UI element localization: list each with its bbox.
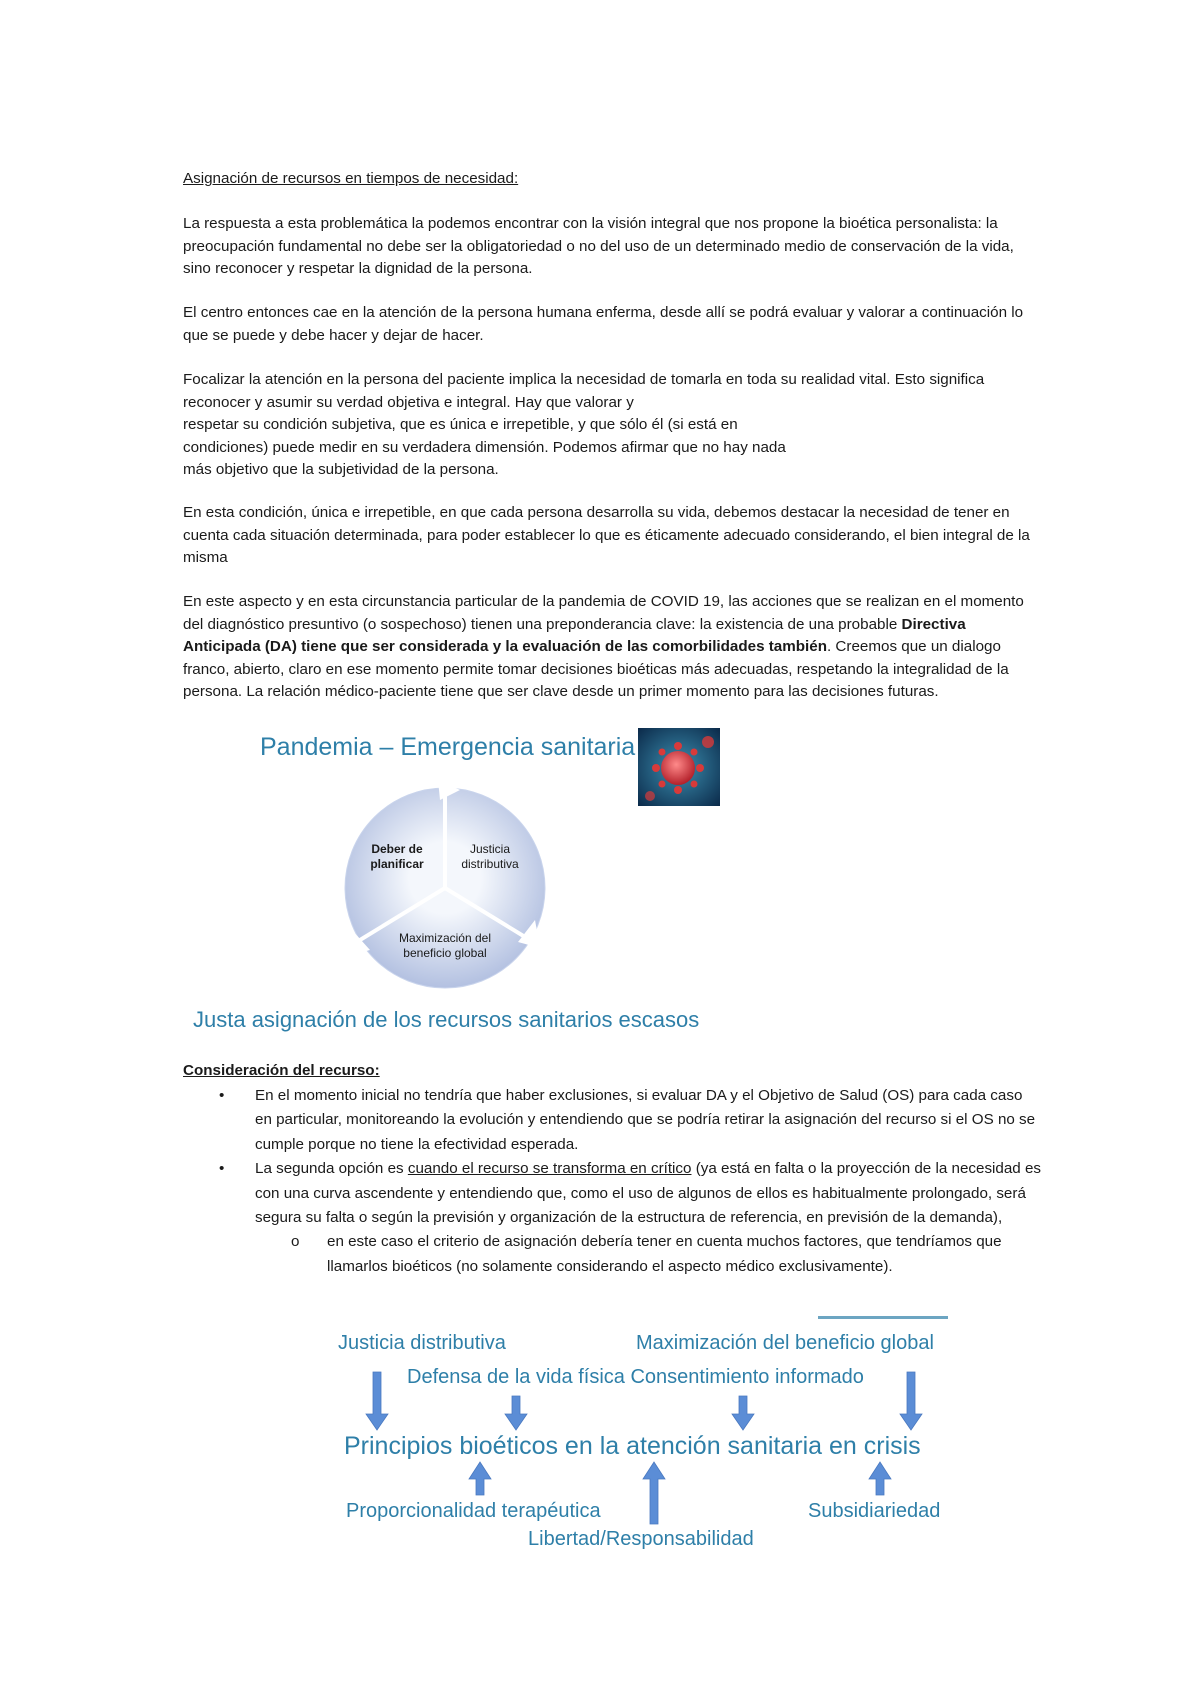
arrow-down-2 [505, 1396, 527, 1430]
label-maximizacion: Maximización del beneficio global [636, 1332, 934, 1354]
page-heading: Asignación de recursos en tiempos de necesidad: [183, 170, 519, 187]
segment-bottom-line-1: Maximización del [398, 931, 492, 945]
label-proporcionalidad: Proporcionalidad terapéutica [346, 1500, 601, 1522]
label-libertad-responsabilidad: Libertad/Responsabilidad [528, 1528, 754, 1550]
bullet-2-underlined: cuando el recurso se transforma en crítico [407, 1160, 692, 1178]
paragraph-5-intro: En este aspecto y en esta circunstancia particular de la pandemia de COVID 19, las acciones que se realizan en el momento del diagnóstico presuntivo (o sospechoso) tienen una preponderancia clave: la existencia de una probable [183, 593, 1024, 633]
paragraph-1-text: La respuesta a esta problemática la podemos encontrar con la visión integral que nos propone la bioética personalista: la preocupación fundamental no debe ser la obligatoriedad o no del uso de un determinado medio de conservación de la vida, sino reconocer y respetar la dignidad de la persona. [183, 215, 1014, 278]
label-principios-bioeticos: Principios bioéticos en la atención sanitaria en crisis [344, 1432, 921, 1460]
paragraph-5-rest: . Creemos que un dialogo franco, abierto, claro en ese momento permite tomar decisiones bioéticas más adecuadas, respetando la integralidad de la persona. La relación médico-paciente tiene que ser clave desde un primer momento para las decisiones futuras. [183, 638, 1009, 701]
label-justicia-distributiva: Justicia distributiva [338, 1332, 506, 1354]
bullet-2-intro: La segunda opción es [255, 1160, 408, 1178]
arrow-up-1 [469, 1462, 491, 1495]
bullet-glyph: • [219, 1087, 225, 1104]
paragraph-3-line-1: Focalizar la atención en la persona del paciente implica la necesidad de tomarla en toda su realidad vital. Esto significa reconocer y asumir su verdad objetiva e integral. Hay que valorar y [183, 371, 985, 411]
diagram1-caption: Justa asignación de los recursos sanitarios escasos [193, 1007, 700, 1032]
segment-right-line-1: Justicia [469, 842, 511, 856]
arrow-down-1 [366, 1372, 388, 1430]
paragraph-2-text: El centro entonces cae en la atención de la persona humana enferma, desde allí se podrá evaluar y valorar a continuación lo que se puede y debe hacer y dejar de hacer. [183, 304, 1024, 344]
bullet-glyph: • [219, 1160, 225, 1178]
segment-bottom-line-2: beneficio global [403, 946, 487, 960]
paragraph-5-bold: Directiva Anticipada (DA) tiene que ser considerada y la evaluación de las comorbilidades también [183, 615, 966, 656]
section2-heading: Consideración del recurso: [183, 1062, 380, 1079]
sub-bullet-glyph: o [291, 1233, 300, 1251]
arrow-up-2 [643, 1462, 665, 1524]
paragraph-4-text: En esta condición, única e irrepetible, en que cada persona desarrolla su vida, debemos destacar la necesidad de tener en cuenta cada situación determinada, para poder establecer lo que es éticamente adecuado considerando, el bien integral de la misma [183, 504, 1030, 567]
arrow-down-3 [732, 1396, 754, 1430]
sub-bullet-1-text: en este caso el criterio de asignación debería tener en cuenta muchos factores, que tendríamos que llamarlos bioéticos (no solamente considerando el aspecto médico exclusivamente). [327, 1233, 1002, 1275]
label-subsidiariedad: Subsidiariedad [808, 1500, 941, 1522]
bullet-1-text: En el momento inicial no tendría que haber exclusiones, si evaluar DA y el Objetivo de Salud (OS) para cada caso en particular, monitoreando la evolución y entendiendo que se podría retirar la asignación del recurso si el OS no se cumple porque no tiene la efectividad esperada. [255, 1087, 1036, 1153]
paragraph-3-line-3: condiciones) puede medir en su verdadera dimensión. Podemos afirmar que no hay nada [183, 438, 786, 456]
arrow-up-3 [869, 1462, 891, 1495]
paragraph-3-line-2: respetar su condición subjetiva, que es única e irrepetible, y que sólo él (si está en [183, 416, 738, 434]
bullet-2-rest: (ya está en falta o la proyección de la necesidad es con una curva ascendente y entendiendo que, como el uso de algunos de ellos es habitualmente prolongado, será segura su falta o según la previsión y organización de la estructura de referencia, en previsión de la demanda), [255, 1160, 1042, 1227]
segment-left-line-2: planificar [370, 857, 424, 871]
diagram1-title: Pandemia – Emergencia sanitaria [260, 733, 636, 761]
label-defensa-consentimiento: Defensa de la vida física Consentimiento informado [407, 1366, 864, 1388]
arrow-down-4 [900, 1372, 922, 1430]
segment-right-line-2: distributiva [461, 857, 519, 871]
paragraph-3-line-4: más objetivo que la subjetividad de la persona. [183, 461, 499, 479]
segment-left-line-1: Deber de [371, 842, 423, 856]
